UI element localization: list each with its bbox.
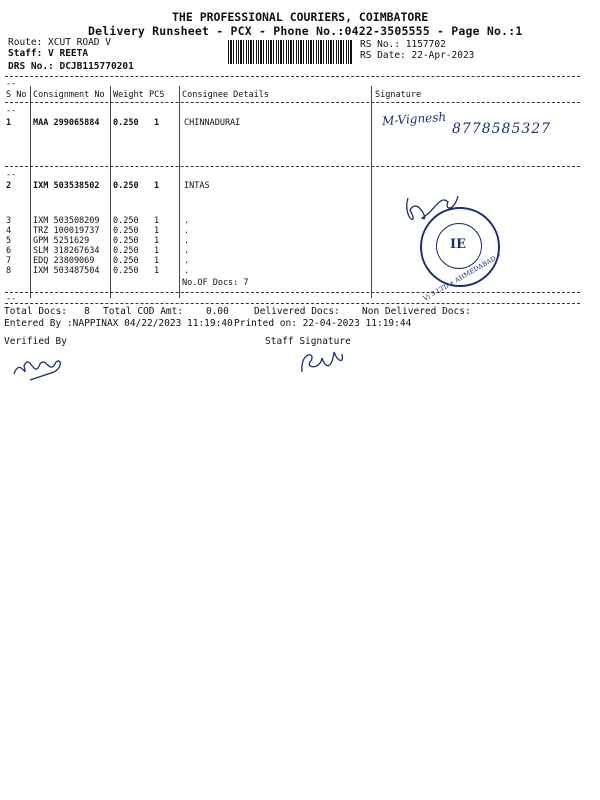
row-pcs: 1 bbox=[154, 236, 160, 246]
row-consignment: TRZ 100019737 bbox=[33, 226, 100, 236]
verifier-signature bbox=[10, 346, 70, 386]
total-cod: Total COD Amt: 0.00 bbox=[103, 306, 229, 317]
row-pcs: 1 bbox=[154, 226, 160, 236]
route-label: Route: XCUT ROAD V bbox=[8, 37, 111, 48]
separator bbox=[5, 102, 580, 103]
row-consignment: IXM 503508209 bbox=[33, 216, 100, 226]
row-weight: 0.250 bbox=[113, 226, 139, 236]
entered-by: Entered By :NAPPINAX 04/22/2023 11:19:40 bbox=[4, 318, 233, 329]
barcode bbox=[228, 40, 352, 64]
row-consignment: SLM 318267634 bbox=[33, 246, 100, 256]
row-sno: 7 bbox=[6, 256, 12, 266]
row-consignee: . bbox=[184, 236, 190, 246]
row-weight: 0.250 bbox=[113, 246, 139, 256]
drs-number: DRS No.: DCJB115770201 bbox=[8, 61, 134, 72]
row-pcs: 1 bbox=[154, 181, 160, 191]
receiver-phone-handwriting: 8778585327 bbox=[452, 121, 552, 137]
company-title: THE PROFESSIONAL COURIERS, COIMBATORE bbox=[172, 10, 429, 24]
row-consignment: IXM 503538502 bbox=[33, 181, 100, 191]
non-delivered-docs: Non Delivered Docs: bbox=[362, 306, 471, 317]
separator bbox=[5, 76, 580, 77]
row-consignee: . bbox=[184, 246, 190, 256]
col-header-sno: S No bbox=[6, 90, 27, 100]
staff-label: Staff: V REETA bbox=[8, 48, 89, 59]
rs-number: RS No.: 1157702 bbox=[360, 39, 446, 50]
row-consignee: . bbox=[184, 226, 190, 236]
receiver-name-handwriting: M-Vignesh bbox=[381, 109, 447, 129]
row-sno: 5 bbox=[6, 236, 12, 246]
total-docs: Total Docs: 8 bbox=[4, 306, 90, 317]
row-sno: 6 bbox=[6, 246, 12, 256]
runsheet-title: Delivery Runsheet - PCX - Phone No.:0422-3505555 - Page No.:1 bbox=[88, 24, 523, 38]
col-header-signature: Signature bbox=[375, 90, 422, 100]
col-header-consignee: Consignee Details bbox=[182, 90, 269, 100]
row-pcs: 1 bbox=[154, 266, 160, 276]
dash-marker: -- bbox=[6, 294, 17, 304]
row-pcs: 1 bbox=[154, 216, 160, 226]
column-divider bbox=[371, 86, 372, 298]
separator bbox=[5, 303, 580, 304]
docs-count: No.OF Docs: 7 bbox=[182, 278, 249, 288]
row-consignment: MAA 299065884 bbox=[33, 118, 100, 128]
stamp-ring-text: Vi 3 LTD • AHMEDABAD • bbox=[421, 251, 503, 303]
row-consignment: EDQ 23809069 bbox=[33, 256, 95, 266]
verified-by-label: Verified By bbox=[4, 336, 67, 347]
col-header-consignment: Consignment No bbox=[33, 90, 105, 100]
row-pcs: 1 bbox=[154, 246, 160, 256]
column-divider bbox=[110, 86, 111, 298]
row-weight: 0.250 bbox=[113, 216, 139, 226]
col-header-pcs: PCS bbox=[149, 90, 165, 100]
row-sno: 3 bbox=[6, 216, 12, 226]
row-weight: 0.250 bbox=[113, 266, 139, 276]
row-weight: 0.250 bbox=[113, 236, 139, 246]
row-pcs: 1 bbox=[154, 118, 160, 128]
stamp-center-text: IE bbox=[450, 237, 466, 252]
row-sno: 4 bbox=[6, 226, 12, 236]
row-weight: 0.250 bbox=[113, 118, 139, 128]
row-weight: 0.250 bbox=[113, 256, 139, 266]
col-header-weight: Weight bbox=[113, 90, 144, 100]
row-consignee: . bbox=[184, 266, 190, 276]
row-consignment: IXM 503487504 bbox=[33, 266, 100, 276]
row-consignment: GPM 5251629 bbox=[33, 236, 90, 246]
row-sno: 8 bbox=[6, 266, 12, 276]
column-divider bbox=[179, 86, 180, 298]
dash-marker: -- bbox=[6, 79, 17, 89]
staff-signature bbox=[296, 342, 346, 378]
delivered-docs: Delivered Docs: bbox=[254, 306, 340, 317]
row-weight: 0.250 bbox=[113, 181, 139, 191]
row-consignee: CHINNADURAI bbox=[184, 118, 241, 128]
row-sno: 2 bbox=[6, 181, 12, 191]
row-consignee: INTAS bbox=[184, 181, 210, 191]
dash-marker: -- bbox=[6, 170, 17, 180]
row-sno: 1 bbox=[6, 118, 12, 128]
column-divider bbox=[30, 86, 31, 298]
row-consignee: . bbox=[184, 216, 190, 226]
staff-signature-label: Staff Signature bbox=[265, 336, 351, 347]
company-stamp bbox=[420, 207, 503, 303]
row-consignee: . bbox=[184, 256, 190, 266]
separator bbox=[5, 166, 580, 167]
row-pcs: 1 bbox=[154, 256, 160, 266]
printed-on: Printed on: 22-04-2023 11:19:44 bbox=[234, 318, 412, 329]
dash-marker: -- bbox=[6, 106, 17, 116]
separator bbox=[5, 292, 580, 293]
rs-date: RS Date: 22-Apr-2023 bbox=[360, 50, 475, 61]
